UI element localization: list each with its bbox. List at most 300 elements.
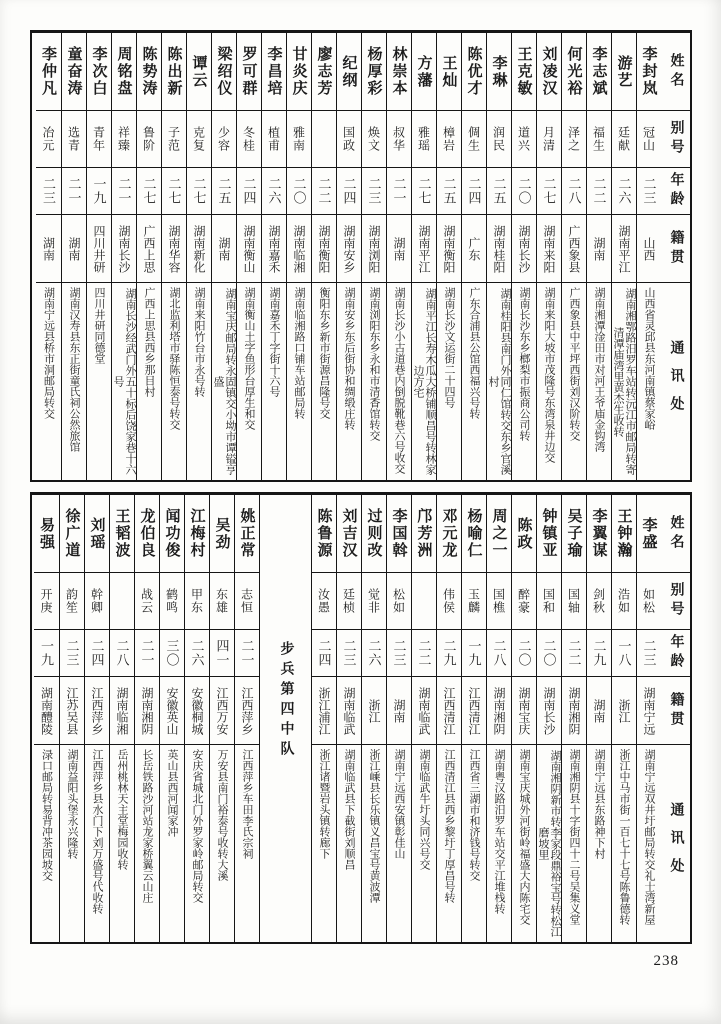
person-age: 四一 bbox=[210, 630, 234, 677]
person-alias: 冠山 bbox=[637, 111, 661, 168]
person-column bbox=[386, 495, 411, 942]
person-name: 江梅村 bbox=[185, 495, 209, 573]
section-divider-column bbox=[259, 495, 311, 942]
person-address: 湖南安乡东后街协和绸缎庄转 bbox=[343, 287, 355, 430]
person-age: 二五 bbox=[487, 168, 511, 215]
person-native: 湖南湘阴 bbox=[562, 677, 586, 745]
person-age: 二九 bbox=[437, 630, 461, 677]
person-alias: 植甫 bbox=[262, 111, 286, 168]
person-name: 钟镇亚 bbox=[537, 495, 561, 573]
person-alias: 樟岩 bbox=[437, 111, 461, 168]
person-native: 湖南临武 bbox=[412, 677, 436, 745]
person-alias: 汝愚 bbox=[312, 573, 336, 630]
person-alias: 润民 bbox=[487, 111, 511, 168]
person-native: 广西象县 bbox=[562, 215, 586, 283]
person-alias: 焕文 bbox=[362, 111, 386, 168]
person-column bbox=[511, 33, 536, 480]
person-age: 二九 bbox=[587, 630, 611, 677]
person-alias: 战云 bbox=[135, 573, 159, 630]
person-native: 浙江浦江 bbox=[312, 677, 336, 745]
person-age: 二四 bbox=[237, 168, 261, 215]
person-name: 邝芳洲 bbox=[412, 495, 436, 573]
person-column bbox=[59, 495, 84, 942]
person-name: 李国斡 bbox=[387, 495, 411, 573]
person-alias: 开庚 bbox=[34, 573, 59, 630]
person-column bbox=[486, 495, 511, 942]
person-age: 二七 bbox=[187, 168, 211, 215]
person-native: 安徽英山 bbox=[160, 677, 184, 745]
person-address: 湖北监利塔市驿陈恒泰号转交 bbox=[168, 287, 180, 430]
person-native: 湖南 bbox=[62, 215, 86, 283]
person-age: 二一 bbox=[235, 630, 259, 677]
person-name: 邓元龙 bbox=[437, 495, 461, 573]
person-name: 刘凌汉 bbox=[537, 33, 561, 111]
person-name: 林崇本 bbox=[387, 33, 411, 111]
person-name: 周铭盘 bbox=[112, 33, 136, 111]
person-name: 李翼谋 bbox=[587, 495, 611, 573]
person-native: 湖南 bbox=[387, 215, 411, 283]
person-name: 姚正常 bbox=[235, 495, 259, 573]
person-column bbox=[511, 495, 536, 942]
person-address: 广西上思县西乡那目村 bbox=[143, 287, 155, 397]
person-age: 二四 bbox=[312, 630, 336, 677]
person-alias: 幹卿 bbox=[85, 573, 109, 630]
person-age: 三〇 bbox=[160, 630, 184, 677]
person-age: 二七 bbox=[537, 168, 561, 215]
person-age: 二五 bbox=[212, 168, 236, 215]
person-address: 湖南长沙文运街二十四号 bbox=[443, 287, 455, 408]
person-address: 湖南湘潭淦田市对河王爷庙金钩湾 bbox=[593, 287, 605, 452]
person-alias: 浩如 bbox=[612, 573, 636, 630]
person-name: 甘炎庆 bbox=[287, 33, 311, 111]
person-native: 湖南宝庆 bbox=[512, 677, 536, 745]
page-number: 238 bbox=[653, 953, 679, 969]
person-name: 李琳 bbox=[487, 33, 511, 111]
person-name: 李志斌 bbox=[587, 33, 611, 111]
person-name: 童奋涛 bbox=[62, 33, 86, 111]
person-age: 二〇 bbox=[537, 630, 561, 677]
person-age: 二八 bbox=[110, 630, 134, 677]
person-name: 梁绍仪 bbox=[212, 33, 236, 111]
person-column bbox=[109, 495, 134, 942]
person-alias: 雅瑶 bbox=[412, 111, 436, 168]
person-address: 湖南衡山土字鱼形台厚生和交 bbox=[243, 287, 255, 430]
person-alias: 廷献 bbox=[612, 111, 636, 168]
person-column bbox=[336, 33, 361, 480]
person-alias: 觉非 bbox=[362, 573, 386, 630]
person-address: 湖南宝庆城外河街岭福盛大内陈宅交 bbox=[518, 749, 530, 925]
person-age: 二四 bbox=[85, 630, 109, 677]
person-alias: 伟侯 bbox=[437, 573, 461, 630]
person-native: 湖南长沙 bbox=[537, 677, 561, 745]
person-native: 湖南长沙 bbox=[512, 215, 536, 283]
person-native: 湖南新化 bbox=[187, 215, 211, 283]
person-column bbox=[336, 495, 361, 942]
row-label-address: 通讯处 bbox=[668, 339, 684, 424]
person-native: 湖南 bbox=[587, 677, 611, 745]
person-native: 湖南衡阳 bbox=[312, 215, 336, 283]
person-native: 湖南 bbox=[212, 215, 236, 283]
person-column bbox=[361, 33, 386, 480]
person-age: 二八 bbox=[487, 630, 511, 677]
person-alias: 志恒 bbox=[235, 573, 259, 630]
row-label-age: 年龄 bbox=[661, 630, 690, 677]
person-alias: 祥臻 bbox=[112, 111, 136, 168]
person-name: 吴劲 bbox=[210, 495, 234, 573]
person-address: 湖南长沙经武门外五十标后饶家巷十六号 bbox=[112, 288, 136, 475]
person-native: 江西万安 bbox=[210, 677, 234, 745]
person-alias: 冶元 bbox=[36, 111, 61, 168]
person-age: 二八 bbox=[562, 168, 586, 215]
row-label-native: 籍贯 bbox=[661, 215, 690, 283]
person-alias: 醉豪 bbox=[512, 573, 536, 630]
person-alias: 克复 bbox=[187, 111, 211, 168]
person-native: 湖南华容 bbox=[162, 215, 186, 283]
person-name: 李次白 bbox=[87, 33, 111, 111]
person-age: 二一 bbox=[112, 168, 136, 215]
person-column bbox=[186, 33, 211, 480]
person-column bbox=[611, 495, 636, 942]
person-address: 江西萍乡车田李氏宗祠 bbox=[241, 749, 253, 859]
person-column bbox=[111, 33, 136, 480]
person-age: 二六 bbox=[262, 168, 286, 215]
person-native: 江苏吴县 bbox=[60, 677, 84, 745]
person-column bbox=[86, 33, 111, 480]
person-address: 山西省灵邱县东河南镇蔡家峪 bbox=[643, 287, 655, 430]
person-native: 湖南临湘 bbox=[110, 677, 134, 745]
person-column bbox=[536, 33, 561, 480]
person-address: 广东合浦县公馆西福兴号转 bbox=[468, 287, 480, 419]
person-alias: 道兴 bbox=[512, 111, 536, 168]
person-name: 陈势涛 bbox=[137, 33, 161, 111]
person-address: 湖南浏阳东乡永和市清香馆转交 bbox=[368, 287, 380, 441]
person-native: 湖南衡山 bbox=[237, 215, 261, 283]
person-column bbox=[361, 495, 386, 942]
person-address: 湖南平江长寿木瓜大桥铺顺昌号转林家边方宅 bbox=[412, 288, 436, 475]
person-name: 陈鲁源 bbox=[312, 495, 336, 573]
person-column bbox=[611, 33, 636, 480]
person-address: 湖南来阳大坡市茂隆号东湾泉井边交 bbox=[543, 287, 555, 463]
row-label-alias: 别号 bbox=[661, 111, 690, 168]
person-age: 一九 bbox=[87, 168, 111, 215]
person-alias: 冬桂 bbox=[237, 111, 261, 168]
person-name: 杨喻仁 bbox=[462, 495, 486, 573]
person-name: 刘吉汉 bbox=[337, 495, 361, 573]
person-age: 二三 bbox=[36, 168, 61, 215]
person-alias: 松如 bbox=[387, 573, 411, 630]
person-name: 易强 bbox=[34, 495, 59, 573]
person-address: 湖南临武牛圩头同兴号交 bbox=[418, 749, 430, 870]
person-address: 湖南湘阴新市转李家段鼎裕宝号转松江磨坡里 bbox=[537, 750, 561, 937]
person-native: 湖南来阳 bbox=[537, 215, 561, 283]
person-alias: 韵笙 bbox=[60, 573, 84, 630]
person-column bbox=[211, 33, 236, 480]
person-native: 湖南平江 bbox=[612, 215, 636, 283]
person-name: 李昌培 bbox=[262, 33, 286, 111]
person-address: 湖南湘阴县十字街四十二号吴集义堂 bbox=[568, 749, 580, 925]
person-column bbox=[34, 495, 59, 942]
person-name: 吴子瑜 bbox=[562, 495, 586, 573]
person-name: 李封岚 bbox=[637, 33, 661, 111]
person-age: 二三 bbox=[637, 630, 661, 677]
person-age: 二〇 bbox=[512, 168, 536, 215]
person-column bbox=[636, 495, 661, 942]
person-age: 二四 bbox=[337, 168, 361, 215]
person-address: 湖南临武县下截街刘顺昌 bbox=[343, 749, 355, 870]
person-alias: 东雄 bbox=[210, 573, 234, 630]
person-column bbox=[586, 33, 611, 480]
person-alias: 选青 bbox=[62, 111, 86, 168]
person-alias: 剑秋 bbox=[587, 573, 611, 630]
person-alias bbox=[312, 111, 336, 168]
person-address: 渌口邮局转易背冲茶园坡交 bbox=[40, 749, 53, 881]
person-age: 二六 bbox=[362, 630, 386, 677]
person-address: 岳州桃林天主堂梅园收转 bbox=[116, 749, 128, 870]
person-name: 陈出新 bbox=[162, 33, 186, 111]
person-address: 湖南益阳头堡永兴隆转 bbox=[66, 749, 78, 859]
person-alias: 廷桢 bbox=[337, 573, 361, 630]
person-alias: 子范 bbox=[162, 111, 186, 168]
person-alias: 月清 bbox=[537, 111, 561, 168]
person-name: 王钟瀚 bbox=[612, 495, 636, 573]
person-age: 二一 bbox=[135, 630, 159, 677]
person-name: 何光裕 bbox=[562, 33, 586, 111]
person-column bbox=[536, 495, 561, 942]
person-address: 湖南宁远县东路神下村 bbox=[593, 749, 605, 859]
person-alias: 叔华 bbox=[387, 111, 411, 168]
person-name: 罗可群 bbox=[237, 33, 261, 111]
person-alias bbox=[412, 573, 436, 630]
person-column bbox=[486, 33, 511, 480]
person-address: 湖南宝庆邮局转永固镇交小坳市谭镒亨盛 bbox=[212, 288, 236, 475]
person-name: 杨厚彩 bbox=[362, 33, 386, 111]
person-address: 湖南湘鄂路汨罗车站转沅江市邮局转寄清潭庙湾里黄杰生收转 bbox=[612, 288, 636, 475]
person-column bbox=[561, 33, 586, 480]
person-alias: 国和 bbox=[537, 573, 561, 630]
person-native: 湖南安乡 bbox=[337, 215, 361, 283]
person-alias: 如松 bbox=[637, 573, 661, 630]
person-native: 湖南湘阴 bbox=[135, 677, 159, 745]
person-alias: 青年 bbox=[87, 111, 111, 168]
person-native: 湖南临湘 bbox=[287, 215, 311, 283]
person-age: 二六 bbox=[185, 630, 209, 677]
person-age: 二三 bbox=[60, 630, 84, 677]
person-address: 湖南宁远县桥市洞邮局转交 bbox=[42, 287, 55, 419]
person-address: 衡阳东乡新市街源昌隆号交 bbox=[318, 287, 330, 419]
person-address: 湖南长沙东乡榔梨市振商公司转 bbox=[518, 287, 530, 441]
person-name: 王克敏 bbox=[512, 33, 536, 111]
person-alias bbox=[110, 573, 134, 630]
person-native: 湖南 bbox=[387, 677, 411, 745]
person-alias: 国轴 bbox=[562, 573, 586, 630]
person-alias: 雅南 bbox=[287, 111, 311, 168]
person-column bbox=[461, 495, 486, 942]
person-native: 山西 bbox=[637, 215, 661, 283]
person-age: 二三 bbox=[637, 168, 661, 215]
roster-table-bottom bbox=[30, 492, 692, 944]
person-name: 周之一 bbox=[487, 495, 511, 573]
person-address: 万安县南门裕泰号收转大溪 bbox=[216, 749, 228, 881]
person-age: 二五 bbox=[437, 168, 461, 215]
person-name: 李盛 bbox=[637, 495, 661, 573]
person-age: 二三 bbox=[362, 168, 386, 215]
person-native: 湖南 bbox=[587, 215, 611, 283]
person-native: 湖南醴陵 bbox=[34, 677, 59, 745]
person-address: 湖南粤汉路汨罗车站交平江堆栈转 bbox=[493, 749, 505, 914]
person-name: 李仲凡 bbox=[36, 33, 61, 111]
person-address: 江西萍乡县水门下刘万盛号代收转 bbox=[91, 749, 103, 914]
row-label-name: 姓名 bbox=[661, 33, 690, 111]
person-column bbox=[209, 495, 234, 942]
roster-table-top bbox=[30, 30, 692, 482]
person-native: 湖南衡阳 bbox=[437, 215, 461, 283]
person-name: 王韬波 bbox=[110, 495, 134, 573]
person-alias: 鲁阶 bbox=[137, 111, 161, 168]
person-native: 江西萍乡 bbox=[85, 677, 109, 745]
person-native: 湖南桂阳 bbox=[487, 215, 511, 283]
person-native: 浙江 bbox=[612, 677, 636, 745]
person-column bbox=[311, 495, 336, 942]
person-column bbox=[311, 33, 336, 480]
person-age: 二三 bbox=[337, 630, 361, 677]
person-column bbox=[586, 495, 611, 942]
row-label-alias: 别号 bbox=[661, 573, 690, 630]
person-age: 二六 bbox=[612, 168, 636, 215]
person-address: 湖南宁远双井圩邮局转交礼士湾新屋 bbox=[643, 749, 655, 925]
header-label-column bbox=[661, 495, 690, 942]
person-native: 广东 bbox=[462, 215, 486, 283]
person-column bbox=[159, 495, 184, 942]
person-native: 湖南浏阳 bbox=[362, 215, 386, 283]
person-column bbox=[236, 33, 261, 480]
row-label-address: 通讯处 bbox=[668, 801, 684, 886]
person-native: 广西上思 bbox=[137, 215, 161, 283]
row-label-native: 籍贯 bbox=[661, 677, 690, 745]
section-divider-label: 步兵第四中队 bbox=[278, 641, 294, 761]
person-column bbox=[411, 495, 436, 942]
person-age: 一九 bbox=[34, 630, 59, 677]
person-alias: 倜生 bbox=[462, 111, 486, 168]
person-column bbox=[636, 33, 661, 480]
row-label-age: 年龄 bbox=[661, 168, 690, 215]
person-name: 游艺 bbox=[612, 33, 636, 111]
person-column bbox=[61, 33, 86, 480]
person-alias: 甲东 bbox=[185, 573, 209, 630]
person-name: 陈优才 bbox=[462, 33, 486, 111]
person-age: 二三 bbox=[387, 630, 411, 677]
person-age: 二七 bbox=[412, 168, 436, 215]
person-name: 刘瑶 bbox=[85, 495, 109, 573]
person-address: 湖南来阳竹台市永号转 bbox=[193, 287, 205, 397]
person-column bbox=[286, 33, 311, 480]
person-address: 江西省三湖市和济钱号转交 bbox=[468, 749, 480, 881]
person-name: 闻功俊 bbox=[160, 495, 184, 573]
person-age: 二四 bbox=[462, 168, 486, 215]
person-age: 二七 bbox=[162, 168, 186, 215]
person-address: 长岳铁路沙河站龙家桥翼云山庄 bbox=[141, 749, 153, 903]
person-age: 二〇 bbox=[512, 630, 536, 677]
person-address: 江西清江县西乡黎圩丁厚昌号转 bbox=[443, 749, 455, 903]
person-age: 二二 bbox=[562, 630, 586, 677]
person-age: 二七 bbox=[137, 168, 161, 215]
person-native: 湖南长沙 bbox=[112, 215, 136, 283]
person-address: 湖南桂阳县南门外同仁馆转交东乡官溪村 bbox=[487, 288, 511, 475]
person-name: 纪纲 bbox=[337, 33, 361, 111]
person-address: 湖南临湘路口铺车站邮局转 bbox=[293, 287, 305, 419]
person-native: 江西清江 bbox=[462, 677, 486, 745]
person-address: 广西象县中平坪西街刘汉阶转交 bbox=[568, 287, 580, 441]
person-column bbox=[161, 33, 186, 480]
person-address: 湖南宁远西安镇彰佳山 bbox=[393, 749, 405, 859]
person-address: 浙江中马市街一百七十七号陈鲁德转 bbox=[618, 749, 630, 925]
person-native: 湖南 bbox=[36, 215, 61, 283]
person-address: 英山县西河闻家冲 bbox=[166, 749, 178, 837]
person-age: 二二 bbox=[312, 168, 336, 215]
person-native: 浙江 bbox=[362, 677, 386, 745]
person-age: 一八 bbox=[612, 630, 636, 677]
person-name: 徐广道 bbox=[60, 495, 84, 573]
person-column bbox=[436, 33, 461, 480]
person-name: 过则改 bbox=[362, 495, 386, 573]
person-native: 四川井研 bbox=[87, 215, 111, 283]
person-address: 浙江嵊县长乐镇义昌宝号黄波潭 bbox=[368, 749, 380, 903]
person-name: 王灿 bbox=[437, 33, 461, 111]
person-age: 二一 bbox=[62, 168, 86, 215]
person-native: 江西萍乡 bbox=[235, 677, 259, 745]
person-age: 二二 bbox=[412, 630, 436, 677]
person-alias: 泽之 bbox=[562, 111, 586, 168]
person-native: 湖南湘阴 bbox=[487, 677, 511, 745]
person-address: 安庆省城北门外罗家岭邮局转交 bbox=[191, 749, 203, 903]
person-name: 陈政 bbox=[512, 495, 536, 573]
person-address: 湖南长沙小古道巷内倒脱靴巷六号收交 bbox=[393, 287, 405, 474]
person-age: 二一 bbox=[387, 168, 411, 215]
person-name: 龙伯良 bbox=[135, 495, 159, 573]
person-alias: 福生 bbox=[587, 111, 611, 168]
person-native: 安徽桐城 bbox=[185, 677, 209, 745]
person-alias: 玉麟 bbox=[462, 573, 486, 630]
person-alias: 国樵 bbox=[487, 573, 511, 630]
person-column bbox=[411, 33, 436, 480]
person-native: 湖南嘉禾 bbox=[262, 215, 286, 283]
person-age: 一九 bbox=[462, 630, 486, 677]
person-column bbox=[84, 495, 109, 942]
person-native: 湖南宁远 bbox=[637, 677, 661, 745]
person-column bbox=[436, 495, 461, 942]
person-age: 二〇 bbox=[287, 168, 311, 215]
person-address: 湖南汉寿县东正街童氏祠公然旅馆 bbox=[68, 287, 80, 452]
person-alias: 鹤鸣 bbox=[160, 573, 184, 630]
person-column bbox=[134, 495, 159, 942]
person-column bbox=[461, 33, 486, 480]
person-name: 廖志芳 bbox=[312, 33, 336, 111]
person-column bbox=[234, 495, 259, 942]
person-name: 方藩 bbox=[412, 33, 436, 111]
person-native: 湖南临武 bbox=[337, 677, 361, 745]
person-alias: 少容 bbox=[212, 111, 236, 168]
person-age: 二二 bbox=[587, 168, 611, 215]
person-column bbox=[36, 33, 61, 480]
person-native: 湖南平江 bbox=[412, 215, 436, 283]
person-column bbox=[184, 495, 209, 942]
person-column bbox=[386, 33, 411, 480]
header-label-column bbox=[661, 33, 690, 480]
person-column bbox=[136, 33, 161, 480]
person-name: 谭云 bbox=[187, 33, 211, 111]
person-address: 四川井研同德堂 bbox=[93, 287, 105, 364]
person-address: 浙江诸暨岩头镇转廊下 bbox=[318, 749, 330, 859]
person-column bbox=[261, 33, 286, 480]
